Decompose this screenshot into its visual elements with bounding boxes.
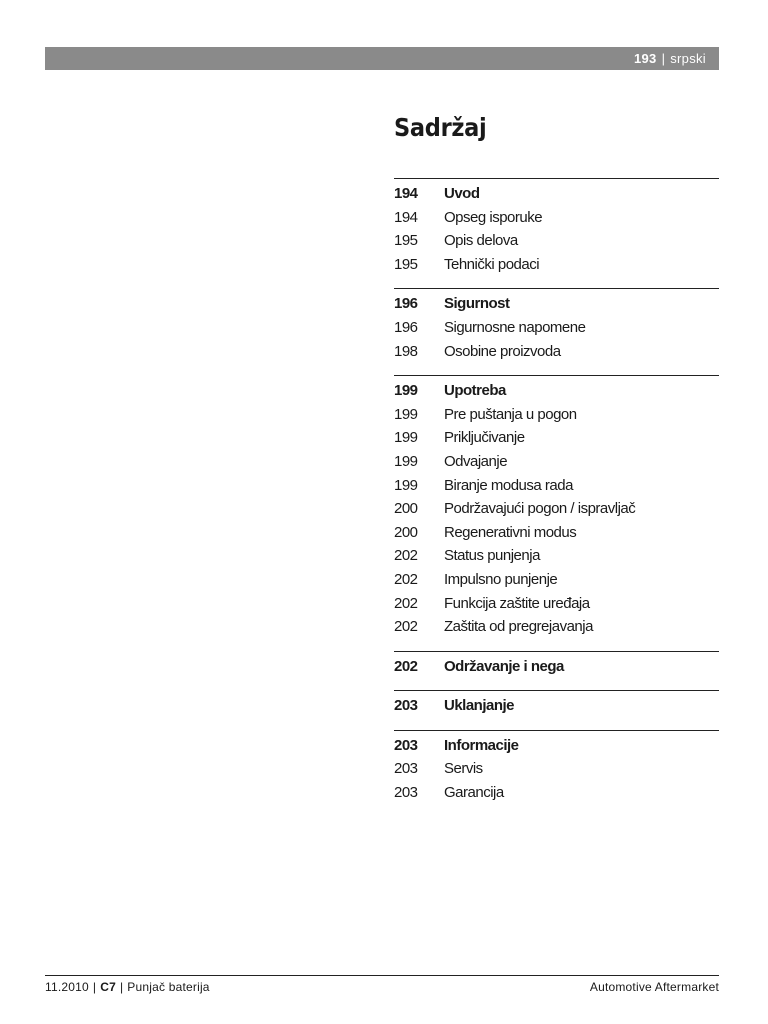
toc-entry-title: Biranje modusa rada — [444, 476, 573, 494]
toc-entry[interactable] — [394, 426, 719, 450]
toc-section — [394, 651, 719, 691]
toc-entry-title: Sigurnosne napomene — [444, 318, 586, 336]
footer-divider — [45, 975, 719, 976]
toc-entry-title: Impulsno punjenje — [444, 570, 558, 588]
toc-entry-title: Podržavajući pogon / ispravljač — [444, 500, 636, 518]
toc-entry-title: Servis — [444, 760, 483, 778]
toc-entry[interactable] — [394, 206, 719, 230]
footer-product: Punjač baterija — [127, 980, 210, 994]
toc-entry[interactable] — [394, 229, 719, 253]
toc-entry-title: Informacije — [444, 736, 519, 754]
toc-section — [394, 690, 719, 730]
toc-page-number: 199 — [394, 452, 418, 470]
toc-entry[interactable] — [394, 474, 719, 498]
toc-page-number: 200 — [394, 523, 418, 541]
toc-section-heading[interactable] — [394, 292, 719, 316]
toc-entry-title: Odvajanje — [444, 452, 508, 470]
toc-entry-title: Regenerativni modus — [444, 523, 577, 541]
footer-brand-line: Automotive Aftermarket — [589, 980, 719, 994]
toc-entry-title: Tehnički podaci — [444, 255, 540, 273]
toc-page-number: 202 — [394, 594, 418, 612]
toc-entry-title: Upotreba — [444, 382, 506, 400]
toc-title: Sadržaj — [394, 113, 487, 142]
toc-entry-title: Održavanje i nega — [444, 657, 564, 675]
toc-page-number: 194 — [394, 185, 418, 202]
toc-page-number: 202 — [394, 547, 418, 565]
toc-page-number: 203 — [394, 736, 418, 754]
toc-page-number: 203 — [394, 784, 418, 802]
toc-entry[interactable] — [394, 340, 719, 364]
toc-entry-title: Uvod — [444, 185, 480, 202]
toc-page-number: 202 — [394, 618, 418, 636]
toc-entry[interactable] — [394, 521, 719, 545]
toc-section-heading[interactable] — [394, 734, 719, 758]
toc-page-number: 199 — [394, 429, 418, 447]
toc-entry[interactable] — [394, 316, 719, 340]
toc-section-heading[interactable] — [394, 379, 719, 403]
toc-page-number: 195 — [394, 255, 418, 273]
toc-sections — [394, 178, 719, 817]
toc-entry[interactable] — [394, 450, 719, 474]
toc-page-number: 203 — [394, 760, 418, 778]
footer-model: C7 — [100, 980, 116, 994]
toc-page-number: 196 — [394, 318, 418, 336]
footer-separator: | — [119, 980, 124, 994]
toc-page-number: 198 — [394, 342, 418, 360]
toc-entry[interactable] — [394, 497, 719, 521]
toc-entry-title: Priključivanje — [444, 429, 525, 447]
page-header-bar — [45, 47, 719, 70]
toc-entry-title: Funkcija zaštite uređaja — [444, 594, 590, 612]
toc-page-number: 200 — [394, 500, 418, 518]
toc-entry-title: Uklanjanje — [444, 697, 515, 715]
toc-page-number: 199 — [394, 405, 418, 423]
toc-section-heading[interactable] — [394, 655, 719, 679]
toc-page-number: 202 — [394, 657, 418, 675]
toc-entry-title: Status punjenja — [444, 547, 540, 565]
toc-page-number: 203 — [394, 697, 418, 715]
toc-entry-title: Pre puštanja u pogon — [444, 405, 577, 423]
toc-entry[interactable] — [394, 615, 719, 639]
toc-page-number: 202 — [394, 570, 418, 588]
toc-section — [394, 375, 719, 651]
toc-page-number: 196 — [394, 295, 418, 313]
toc-entry-title: Osobine proizvoda — [444, 342, 561, 360]
toc-entry[interactable] — [394, 568, 719, 592]
toc-entry[interactable] — [394, 757, 719, 781]
toc-entry-title: Opis delova — [444, 232, 518, 250]
toc-entry-title: Sigurnost — [444, 295, 510, 313]
toc-page-number: 199 — [394, 476, 418, 494]
toc-entry[interactable] — [394, 592, 719, 616]
header-page-number: 193 — [633, 51, 657, 66]
toc-entry-title: Garancija — [444, 784, 504, 802]
toc-section-heading[interactable] — [394, 694, 719, 718]
toc-entry[interactable] — [394, 781, 719, 805]
header-separator: | — [661, 51, 666, 66]
toc-page-number: 199 — [394, 382, 418, 400]
toc-section — [394, 178, 719, 288]
footer-document-info — [45, 980, 210, 994]
toc-entry[interactable] — [394, 253, 719, 277]
toc-section — [394, 288, 719, 375]
table-of-contents — [394, 110, 719, 817]
toc-section-heading[interactable] — [394, 182, 719, 206]
toc-entry-title: Opseg isporuke — [444, 208, 543, 226]
footer-separator: | — [92, 980, 97, 994]
toc-section — [394, 730, 719, 817]
header-language: srpski — [670, 51, 706, 66]
footer-date: 11.2010 — [45, 980, 89, 994]
toc-entry[interactable] — [394, 544, 719, 568]
toc-entry-title: Zaštita od pregrejavanja — [444, 618, 593, 636]
toc-page-number: 195 — [394, 232, 418, 250]
toc-entry[interactable] — [394, 403, 719, 427]
toc-page-number: 194 — [394, 208, 418, 226]
